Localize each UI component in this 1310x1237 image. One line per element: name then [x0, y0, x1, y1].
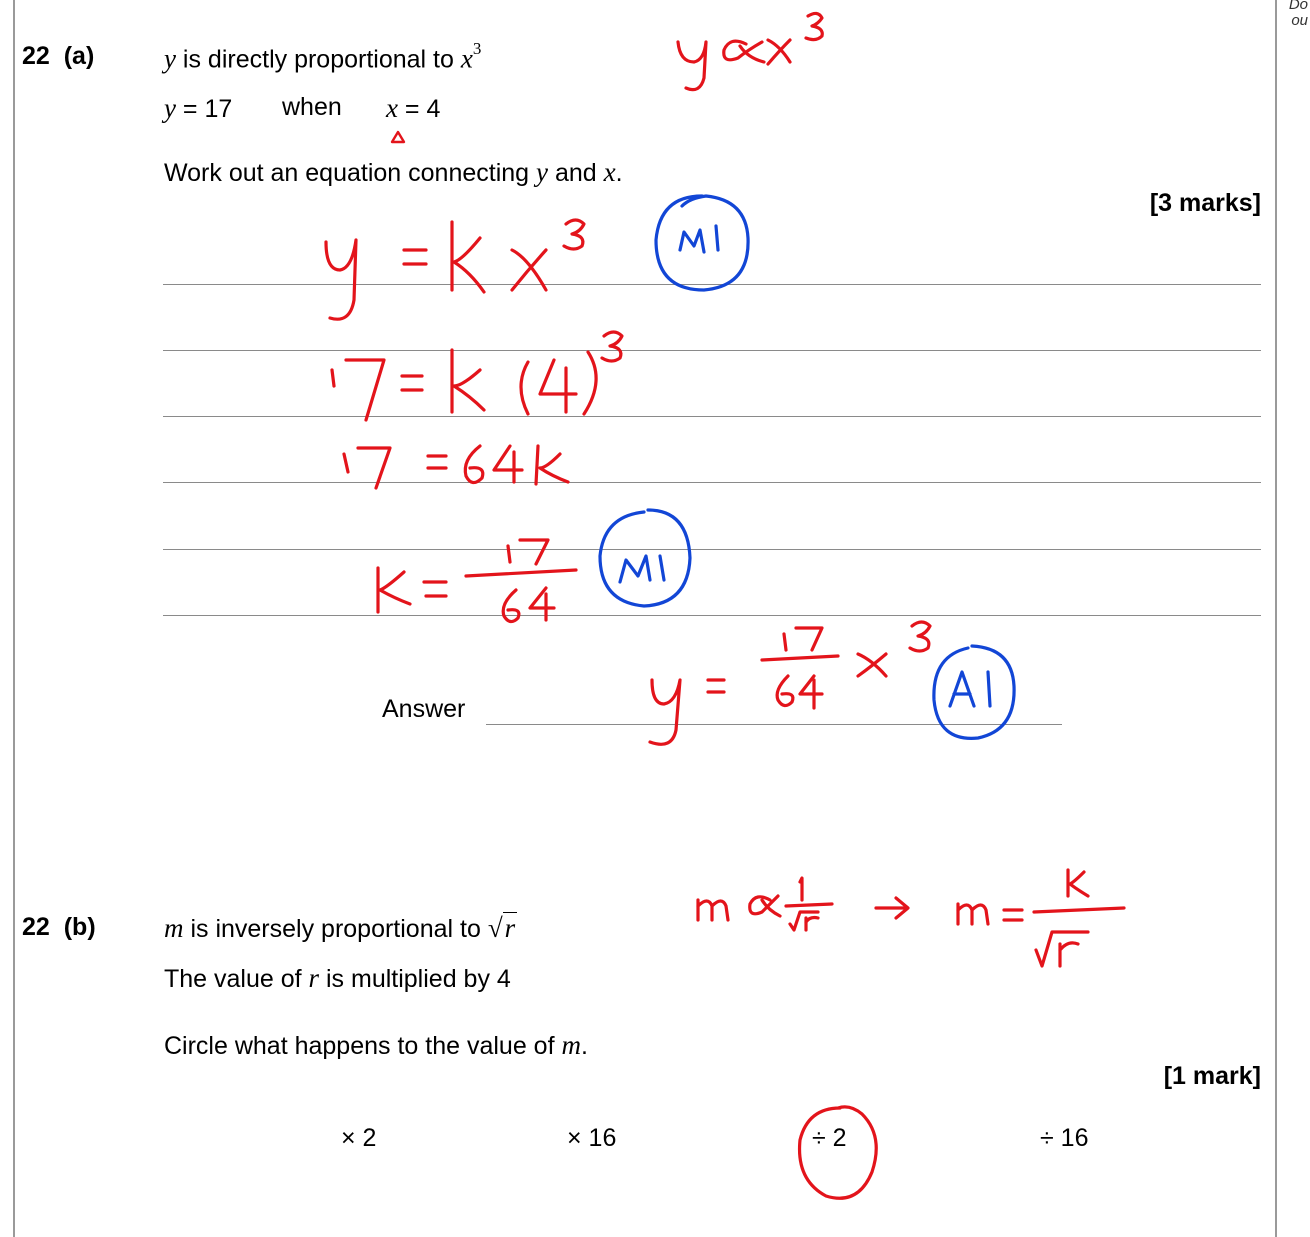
instruction-text: Circle what happens to the value of [164, 1032, 562, 1060]
var-m: m [164, 913, 184, 943]
part-label: (a) [63, 42, 95, 70]
part-label: (b) [63, 913, 96, 941]
answer-label: Answer [382, 695, 466, 723]
var-x: x [460, 43, 473, 74]
var-y: y [536, 157, 548, 187]
instruction-text: and [548, 159, 604, 187]
line-text: is directly proportional to [175, 45, 461, 74]
hw-step-3 [344, 446, 568, 488]
line-text: is inversely proportional to [183, 915, 488, 943]
side-note-line-1: Do [1288, 0, 1308, 13]
option-times-16[interactable]: × 16 [567, 1124, 617, 1152]
sqrt-symbol: √ [487, 913, 503, 943]
x-value: = 4 [397, 95, 441, 123]
instruction-text: Work out an equation connecting [164, 159, 537, 187]
hw-part-b-note [698, 870, 1124, 966]
var-x: x [386, 93, 398, 123]
marks-a: [3 marks] [1149, 189, 1261, 217]
var-r: r [308, 963, 320, 993]
option-divide-16[interactable]: ÷ 16 [1040, 1124, 1089, 1152]
mark-m1-1 [656, 196, 748, 290]
hw-circle-answer [800, 1107, 877, 1198]
hw-answer [650, 622, 930, 744]
instruction-text: . [580, 1032, 588, 1060]
var-x: x [603, 157, 616, 187]
instruction-text: . [615, 159, 623, 187]
hw-step-4 [378, 540, 576, 622]
hw-step-2 [332, 332, 622, 420]
var-y: y [164, 93, 176, 123]
option-times-2[interactable]: × 2 [341, 1124, 377, 1152]
part-a-when: when [282, 93, 342, 121]
hw-top-note [392, 13, 822, 142]
question-number: 22 [22, 42, 50, 70]
side-note-line-2: ou [1291, 12, 1308, 29]
mark-a1 [934, 646, 1014, 738]
line-text: is multiplied by 4 [319, 965, 511, 993]
var-m: m [561, 1030, 581, 1060]
exponent: 3 [472, 39, 482, 58]
mark-m1-2 [600, 510, 690, 606]
y-value: = 17 [175, 95, 233, 123]
line-text: The value of [164, 965, 309, 993]
var-y: y [164, 43, 176, 74]
option-divide-2[interactable]: ÷ 2 [812, 1124, 847, 1152]
var-r: r [504, 913, 516, 943]
hw-step-1 [326, 220, 584, 319]
marks-b: [1 mark] [1163, 1062, 1261, 1090]
question-number: 22 [22, 913, 50, 941]
